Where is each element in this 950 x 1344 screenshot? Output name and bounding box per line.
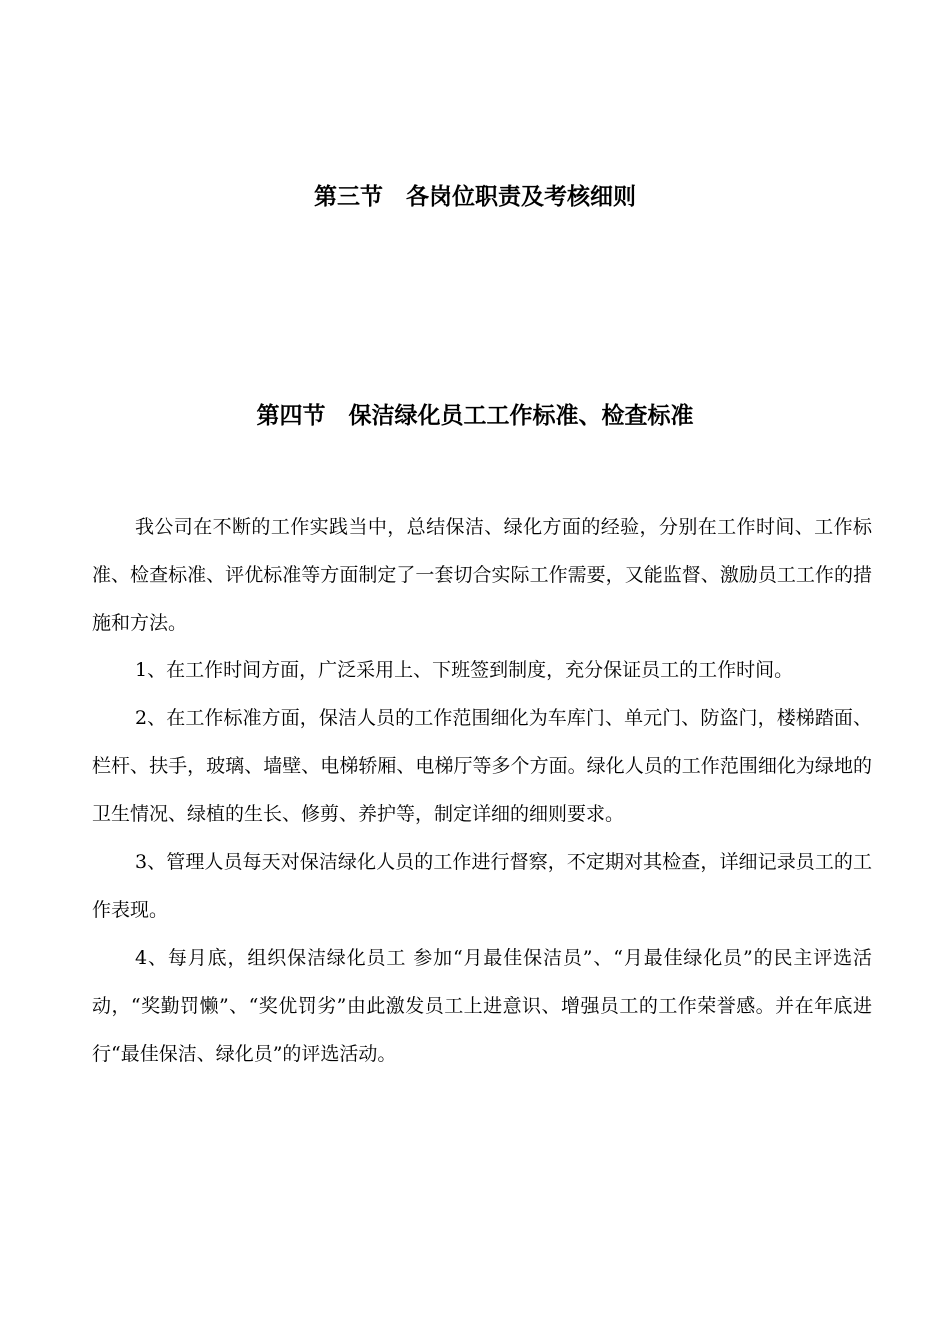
item-3-block — [92, 838, 872, 934]
section-4-heading: 第四节 保洁绿化员工工作标准、检查标准 — [256, 403, 694, 429]
intro-block — [92, 503, 872, 647]
section-3-heading: 第三节 各岗位职责及考核细则 — [314, 184, 636, 210]
item-3-paragraph: 3、管理人员每天对保洁绿化人员的工作进行督察，不定期对其检查，详细记录员工的工作表现。 — [92, 851, 872, 921]
item-4-block — [92, 934, 872, 1078]
item-1-paragraph: 1、在工作时间方面，广泛采用上、下班签到制度，充分保证员工的工作时间。 — [135, 659, 794, 681]
item-2-paragraph: 2、在工作标准方面，保洁人员的工作范围细化为车库门、单元门、防盗门，楼梯踏面、栏杆、扶手，玻璃、墙壁、电梯轿厢、电梯厅等多个方面。绿化人员的工作范围细化为绿地的卫生情况、绿植的生长、修剪、养护等，制定详细的细则要求。 — [92, 707, 872, 825]
intro-paragraph: 我公司在不断的工作实践当中，总结保洁、绿化方面的经验，分别在工作时间、工作标准、检查标准、评优标准等方面制定了一套切合实际工作需要，又能监督、激励员工工作的措施和方法。 — [92, 516, 872, 634]
item-1-block — [92, 646, 872, 694]
item-2-block — [92, 694, 872, 838]
item-4-paragraph: 4、每月底，组织保洁绿化员工 参加“月最佳保洁员”、“月最佳绿化员”的民主评选活动，“奖勤罚懒”、“奖优罚劣”由此激发员工上进意识、增强员工的工作荣誉感。并在年底进行“最佳保洁、绿化员”的评选活动。 — [92, 947, 872, 1065]
